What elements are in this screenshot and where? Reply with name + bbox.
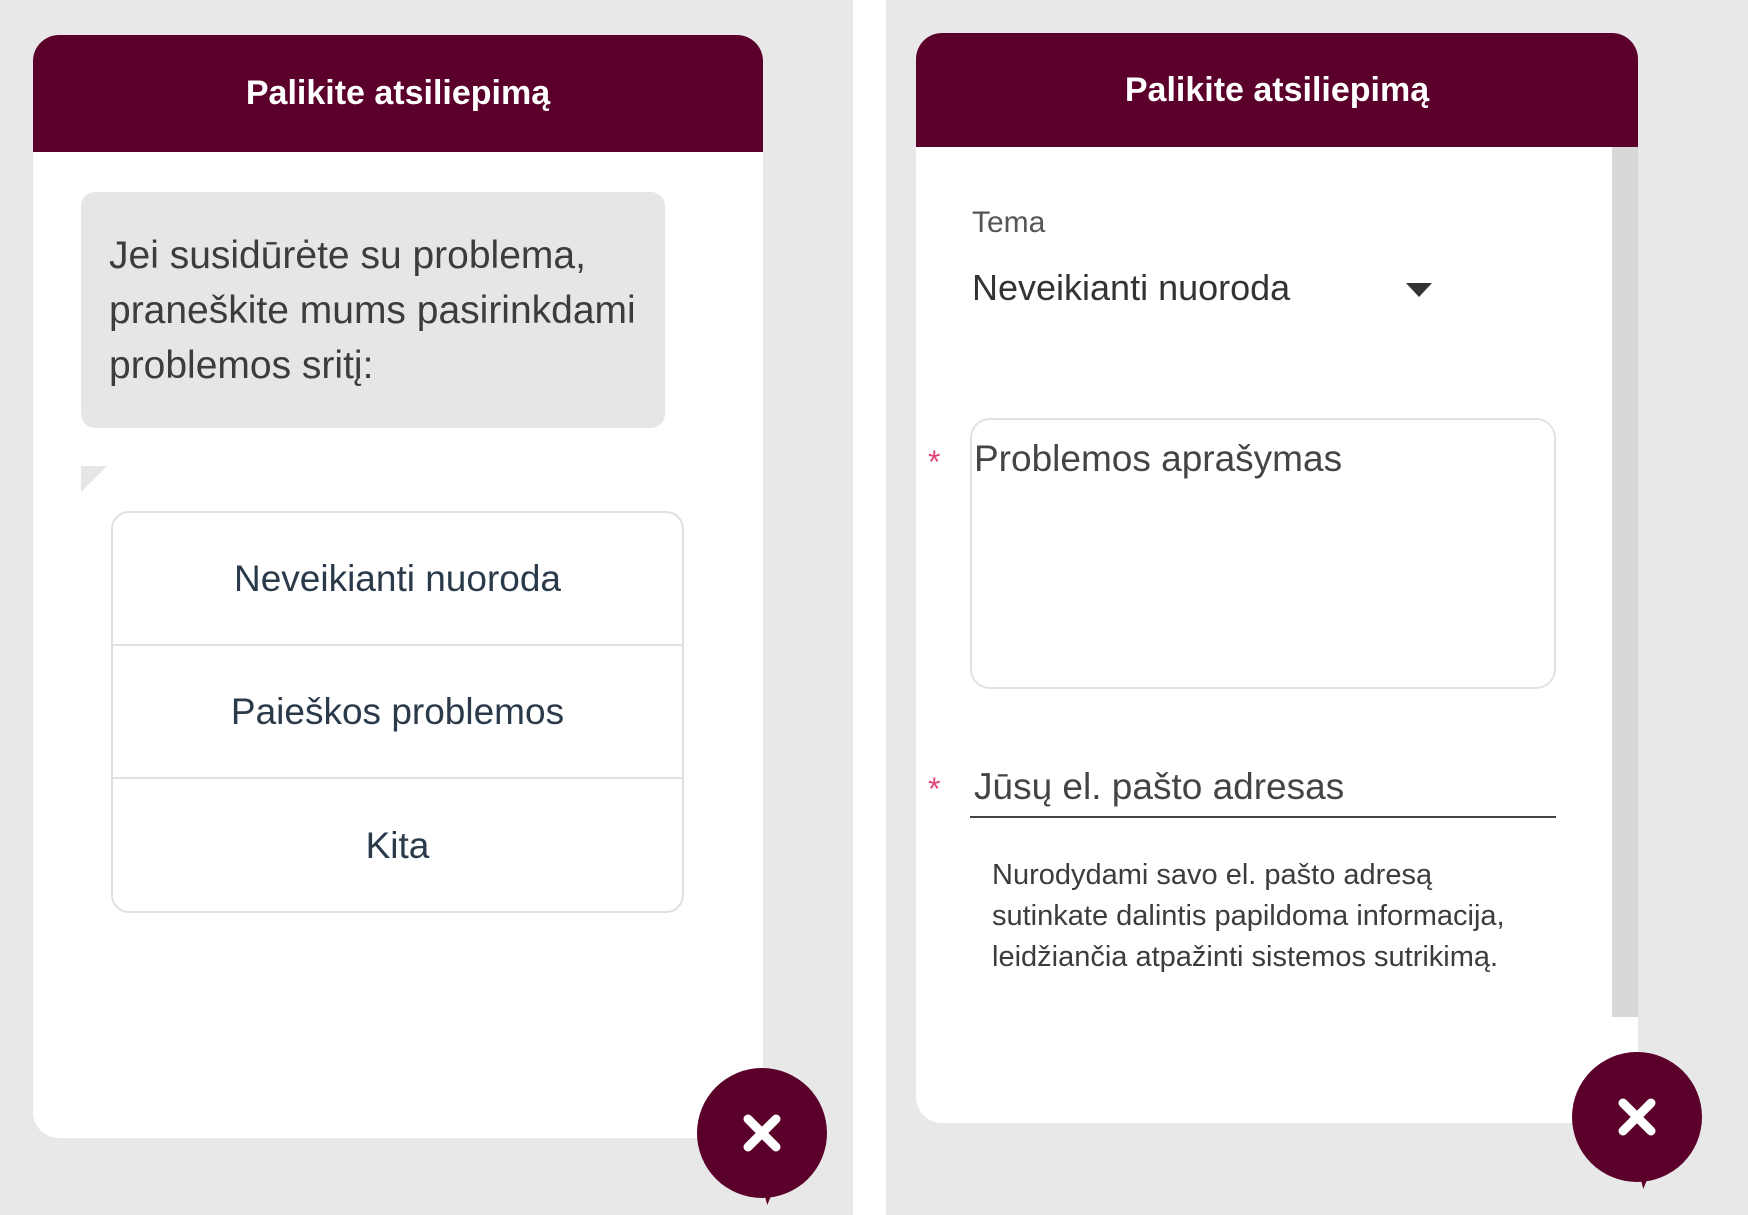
widget-title: Palikite atsiliepimą: [245, 74, 551, 112]
problem-description-placeholder: Problemos aprašymas: [974, 438, 1343, 479]
close-button[interactable]: [1572, 1052, 1702, 1182]
close-button[interactable]: [697, 1068, 827, 1198]
email-placeholder: Jūsų el. pašto adresas: [974, 766, 1345, 807]
required-asterisk: *: [928, 444, 941, 480]
intro-message-text: Jei susidūrėte su problema, praneškite mums pasirinkdami problemos sritį:: [109, 233, 636, 387]
feedback-panel-right: [886, 0, 1748, 1215]
topic-selected-value: Neveikianti nuoroda: [972, 267, 1291, 308]
required-asterisk: *: [928, 771, 941, 807]
bubble-tail: [81, 466, 107, 492]
widget-header: [916, 33, 1638, 147]
topic-select[interactable]: [972, 258, 1412, 318]
option-other[interactable]: Kita: [365, 824, 430, 866]
problem-description-input[interactable]: [970, 418, 1556, 689]
caret-down-icon: [1406, 283, 1432, 297]
close-icon: [738, 1109, 786, 1157]
feedback-widget: [33, 35, 763, 1138]
email-input[interactable]: [970, 758, 1556, 818]
feedback-panel-left: [0, 0, 853, 1215]
email-consent-help-text: Nurodydami savo el. pašto adresą sutinkate dalintis papildoma informacija, leidžiančia atpažinti sistemos sutrikimą.: [992, 859, 1505, 973]
intro-message-bubble: [81, 192, 665, 428]
close-icon: [1613, 1093, 1661, 1141]
topic-label: Tema: [972, 206, 1046, 239]
option-broken-link[interactable]: Neveikianti nuoroda: [113, 513, 682, 646]
scrollbar[interactable]: [1612, 147, 1638, 1017]
problem-area-options: [111, 511, 684, 913]
option-search-problems[interactable]: Paieškos problemos: [113, 646, 682, 779]
widget-header: [33, 35, 763, 152]
feedback-form-widget: [916, 33, 1638, 1123]
widget-title: Palikite atsiliepimą: [1124, 70, 1430, 109]
